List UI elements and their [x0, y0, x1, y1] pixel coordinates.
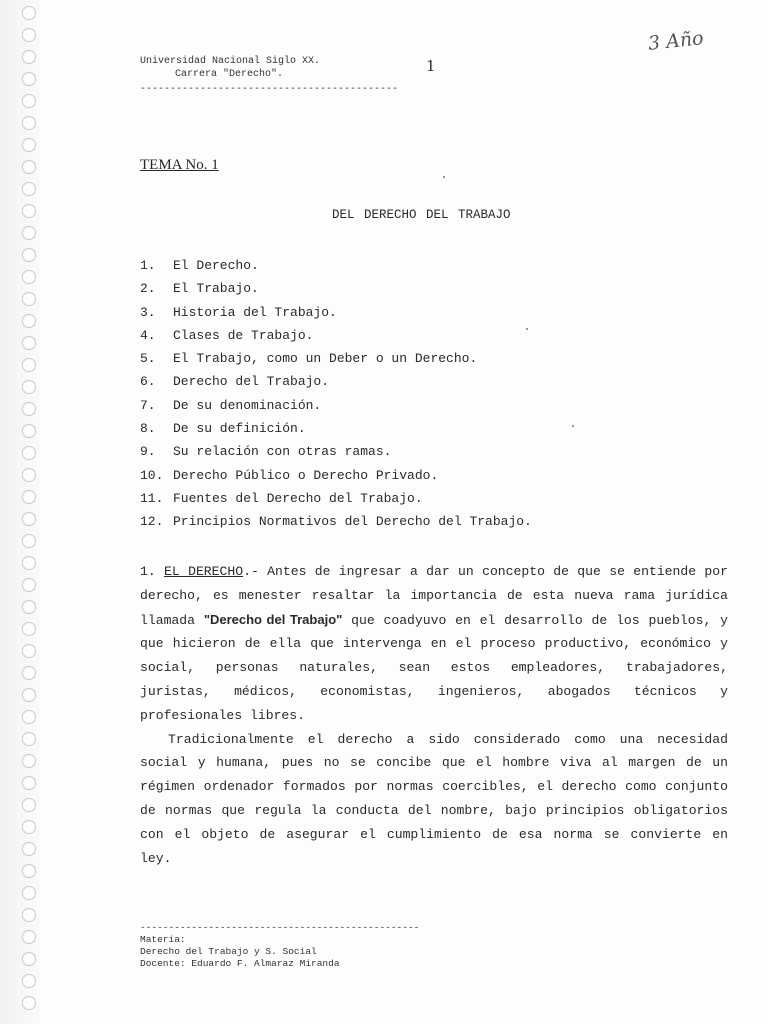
binder-hole: [22, 512, 36, 526]
toc-text: El Derecho.: [173, 258, 259, 273]
binder-hole: [22, 292, 36, 306]
toc-text: Principios Normativos del Derecho del Trabajo.: [173, 514, 532, 530]
binder-hole: [22, 50, 36, 64]
footer-rule: -------------------------------------------------: [140, 922, 420, 933]
toc-text: Clases de Trabajo.: [173, 327, 314, 343]
binder-hole: [22, 688, 36, 702]
footer-label: Materia:: [140, 934, 186, 945]
binder-hole: [22, 336, 36, 350]
toc-item: [140, 254, 532, 277]
toc-item: [140, 510, 532, 533]
section-number: 1.: [140, 564, 156, 579]
binder-hole: [22, 402, 36, 416]
binder-hole: [22, 226, 36, 240]
binder-hole: [22, 490, 36, 504]
section-1-paragraph-2: Tradicionalmente el derecho a sido considerado como una necesidad social y humana, pues no se concibe que el hombre viva al margen de un régimen ordenador formados por normas coercibles, el derecho como conjunto de normas que regula la conducta del nombre, bajo principios obligatorios con el objeto de asegurar el cumplimiento de esa norma se convierte en ley.: [140, 731, 728, 866]
toc-number: 9.: [140, 444, 156, 460]
binder-margin: [0, 0, 40, 1024]
binder-hole: [22, 182, 36, 196]
toc-text: De su definición.: [173, 421, 306, 437]
binder-hole: [22, 424, 36, 438]
binder-hole: [22, 380, 36, 394]
toc-item: [140, 277, 532, 300]
binder-hole: [22, 864, 36, 878]
toc-number: 6.: [140, 374, 156, 390]
binder-hole: [22, 600, 36, 614]
toc-text: El Trabajo, como un Deber o un Derecho.: [173, 351, 478, 367]
binder-hole: [22, 556, 36, 570]
binder-hole: [22, 72, 36, 86]
toc-text: Fuentes del Derecho del Trabajo.: [173, 490, 423, 506]
page-footer: [140, 922, 419, 970]
page-number: 1: [426, 57, 436, 75]
section-heading: EL DERECHO: [164, 564, 244, 579]
toc-item: [140, 440, 532, 463]
binder-hole: [22, 138, 36, 152]
binder-hole: [22, 6, 36, 20]
toc-item: [140, 487, 532, 510]
handwritten-note: 3 Año: [647, 27, 705, 55]
toc-text: Historia del Trabajo.: [173, 304, 337, 320]
footer-subject: Derecho del Trabajo y S. Social: [140, 946, 317, 957]
toc-item: [140, 324, 532, 347]
toc-item: [140, 394, 532, 417]
binder-hole: [22, 820, 36, 834]
table-of-contents: [140, 254, 532, 534]
binder-hole: [22, 578, 36, 592]
bold-term: "Derecho del Trabajo": [203, 611, 343, 627]
binder-hole: [22, 842, 36, 856]
toc-number: 11.: [140, 490, 164, 506]
paragraph-text: .- Antes de ingresar a dar un concepto de que se entiende por derecho, es menester resaltar la importancia de esta nueva rama jurídica llamada: [140, 564, 729, 628]
toc-number: 7.: [140, 397, 156, 413]
binder-hole: [22, 358, 36, 372]
binder-hole: [22, 798, 36, 812]
toc-item: [140, 464, 532, 487]
toc-number: 4.: [140, 327, 156, 343]
binder-hole: [22, 908, 36, 922]
paragraph-text: que coadyuvo en el desarrollo de los pueblos, y que hicieron de ella que intervenga en el proceso productivo, económico y social, personas naturales, sean estos empleadores, trabajadores, juristas, médicos, economistas, ingenieros, abogados técnicos y profesionales libres.: [140, 612, 728, 723]
binder-hole: [22, 622, 36, 636]
toc-text: Su relación con otras ramas.: [173, 444, 392, 460]
toc-item: [140, 347, 532, 370]
page-header: [140, 55, 398, 96]
scan-speck: [572, 425, 574, 427]
scan-speck: [526, 328, 528, 330]
toc-number: 1.: [140, 258, 156, 273]
footer-teacher: Docente: Eduardo F. Almaraz Miranda: [140, 958, 340, 969]
topic-label: TEMA No. 1: [140, 157, 219, 173]
binder-hole: [22, 754, 36, 768]
header-rule: -------------------------------------------: [140, 84, 399, 95]
toc-item: [140, 370, 532, 393]
binder-hole: [22, 160, 36, 174]
scan-speck: [443, 176, 445, 178]
binder-hole: [22, 974, 36, 988]
binder-hole: [22, 952, 36, 966]
section-1-paragraph-1: [140, 560, 728, 728]
toc-item: [140, 417, 532, 440]
binder-hole: [22, 446, 36, 460]
career-name: Carrera "Derecho".: [175, 69, 284, 80]
toc-number: 8.: [140, 421, 156, 437]
binder-hole: [22, 886, 36, 900]
toc-text: El Trabajo.: [173, 281, 259, 297]
binder-hole: [22, 204, 36, 218]
toc-number: 10.: [140, 467, 164, 483]
page-title: DEL DERECHO DEL TRABAJO: [332, 208, 511, 222]
binder-hole: [22, 248, 36, 262]
binder-hole: [22, 710, 36, 724]
toc-number: 2.: [140, 281, 156, 297]
toc-text: De su denominación.: [173, 397, 322, 413]
toc-number: 12.: [140, 514, 164, 530]
binder-hole: [22, 116, 36, 130]
toc-number: 3.: [140, 304, 156, 320]
binder-hole: [22, 28, 36, 42]
binder-hole: [22, 776, 36, 790]
binder-hole: [22, 666, 36, 680]
toc-number: 5.: [140, 351, 156, 367]
binder-hole: [22, 644, 36, 658]
binder-hole: [22, 94, 36, 108]
section-body: [140, 560, 728, 870]
toc-text: Derecho del Trabajo.: [173, 374, 330, 390]
binder-hole: [22, 732, 36, 746]
binder-hole: [22, 314, 36, 328]
university-name: Universidad Nacional Siglo XX.: [140, 56, 321, 67]
binder-hole: [22, 996, 36, 1010]
binder-hole: [22, 270, 36, 284]
binder-hole: [22, 468, 36, 482]
toc-text: Derecho Público o Derecho Privado.: [173, 467, 439, 483]
binder-hole: [22, 930, 36, 944]
toc-item: [140, 301, 532, 324]
binder-hole: [22, 534, 36, 548]
